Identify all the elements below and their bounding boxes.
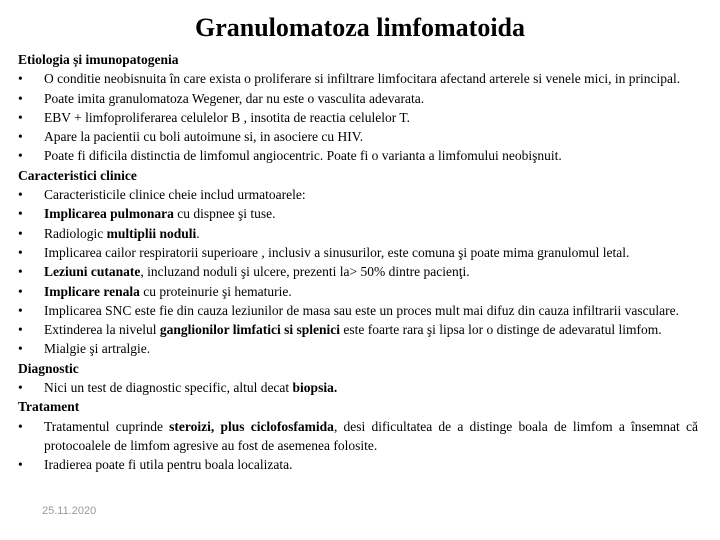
bullet-item (18, 204, 698, 223)
bullet-item (18, 262, 698, 281)
text-segment: , desi dificultatea de a distinge boala de limfom a însemnat că protocoalele de limfom agresive au fost de asemenea folosite. (44, 418, 698, 453)
bold-text: Leziuni cutanate (44, 264, 141, 280)
bullet-text (44, 282, 698, 301)
bullet-item (18, 243, 698, 262)
bullet-text (44, 89, 698, 108)
bullet-text (44, 417, 698, 456)
bullet-item (18, 301, 698, 320)
bullet-text (44, 127, 698, 146)
bold-text: biopsia. (292, 380, 338, 396)
bullet-icon: • (18, 71, 23, 87)
bullet-item (18, 378, 698, 397)
bullet-text (44, 301, 698, 320)
bold-text: steroizi, plus ciclofosfamida (169, 418, 334, 434)
bullet-icon: • (18, 90, 23, 106)
bullet-icon: • (18, 244, 23, 260)
bold-text: multiplii noduli (106, 225, 197, 241)
bullet-icon: • (18, 148, 23, 164)
bullet-icon: • (18, 264, 23, 280)
text-segment: O conditie neobisnuita în care exista o proliferare si infiltrare limfocitara afectand arterele si venele mici, in principal. (44, 71, 681, 87)
text-segment: Nici un test de diagnostic specific, altul decat (44, 380, 293, 396)
slide-content (18, 50, 698, 475)
bullet-icon: • (18, 187, 23, 203)
section-heading: Diagnostic (18, 360, 79, 376)
bullet-text (44, 204, 698, 223)
text-segment: Apare la pacientii cu boli autoimune si, in asociere cu HIV. (44, 129, 364, 145)
bullet-item (18, 185, 698, 204)
text-segment: Poate imita granulomatoza Wegener, dar nu este o vasculita adevarata. (44, 90, 425, 106)
text-segment: cu proteinurie şi hematurie. (139, 283, 292, 299)
bullet-item (18, 417, 698, 456)
bullet-icon: • (18, 341, 23, 357)
bullet-text (44, 262, 698, 281)
bullet-item (18, 69, 698, 88)
text-segment: , incluzand noduli şi ulcere, prezenti la> 50% dintre pacienţi. (140, 264, 470, 280)
bullet-item (18, 455, 698, 474)
bullet-item (18, 320, 698, 339)
slide-title: Granulomatoza limfomatoida (194, 13, 526, 42)
bullet-item (18, 108, 698, 127)
text-segment: Caracteristicile clinice cheie includ urmatoarele: (44, 187, 306, 203)
text-segment: Implicarea SNC este fie din cauza leziunilor de masa sau este un proces mult mai difuz din cauza infiltrarii vasculare. (44, 302, 680, 318)
section-heading: Tratament (18, 399, 80, 415)
text-segment: Iradierea poate fi utila pentru boala localizata. (44, 457, 293, 473)
text-segment: Tratamentul cuprinde (44, 418, 170, 434)
bullet-text (44, 185, 698, 204)
text-segment: Implicarea cailor respiratorii superioare , inclusiv a sinusurilor, este comuna şi poate mima granulomul letal. (44, 244, 630, 260)
section-heading: Caracteristici clinice (18, 167, 137, 183)
text-segment: cu dispnee şi tuse. (173, 206, 276, 222)
bullet-icon: • (18, 109, 23, 125)
bullet-item (18, 127, 698, 146)
bullet-text (44, 339, 698, 358)
bullet-text (44, 69, 698, 88)
bullet-icon: • (18, 380, 23, 396)
bold-text: Implicarea pulmonara (44, 206, 174, 222)
text-segment: EBV + limfoproliferarea celulelor B , insotita de reactia celulelor T. (44, 109, 410, 125)
bullet-icon: • (18, 418, 23, 434)
bullet-text (44, 243, 698, 262)
bullet-icon: • (18, 302, 23, 318)
bullet-text (44, 320, 698, 339)
text-segment: este foarte rara şi lipsa lor o distinge de adevaratul limfom. (339, 322, 662, 338)
bullet-text (44, 455, 698, 474)
bullet-icon: • (18, 225, 23, 241)
text-segment: Poate fi dificila distinctia de limfomul angiocentric. Poate fi o varianta a limfomului neobişnuit. (44, 148, 562, 164)
bullet-icon: • (18, 283, 23, 299)
bullet-item (18, 89, 698, 108)
bullet-item (18, 146, 698, 165)
bullet-text (44, 146, 698, 165)
bullet-item (18, 224, 698, 243)
text-segment: Radiologic (44, 225, 107, 241)
bold-text: Implicare renala (44, 283, 140, 299)
text-segment: . (196, 225, 200, 241)
bullet-item (18, 339, 698, 358)
bullet-icon: • (18, 129, 23, 145)
bullet-text (44, 108, 698, 127)
bullet-icon: • (18, 457, 23, 473)
bullet-text (44, 224, 698, 243)
footer-date: 25.11.2020 (42, 505, 97, 517)
section-heading: Etiologia și imunopatogenia (18, 52, 179, 67)
text-segment: Mialgie şi artralgie. (44, 341, 151, 357)
bullet-text (44, 378, 698, 397)
text-segment: Extinderea la nivelul (44, 322, 160, 338)
bold-text: ganglionilor limfatici si splenici (159, 322, 340, 338)
bullet-icon: • (18, 206, 23, 222)
bullet-icon: • (18, 322, 23, 338)
bullet-item (18, 282, 698, 301)
